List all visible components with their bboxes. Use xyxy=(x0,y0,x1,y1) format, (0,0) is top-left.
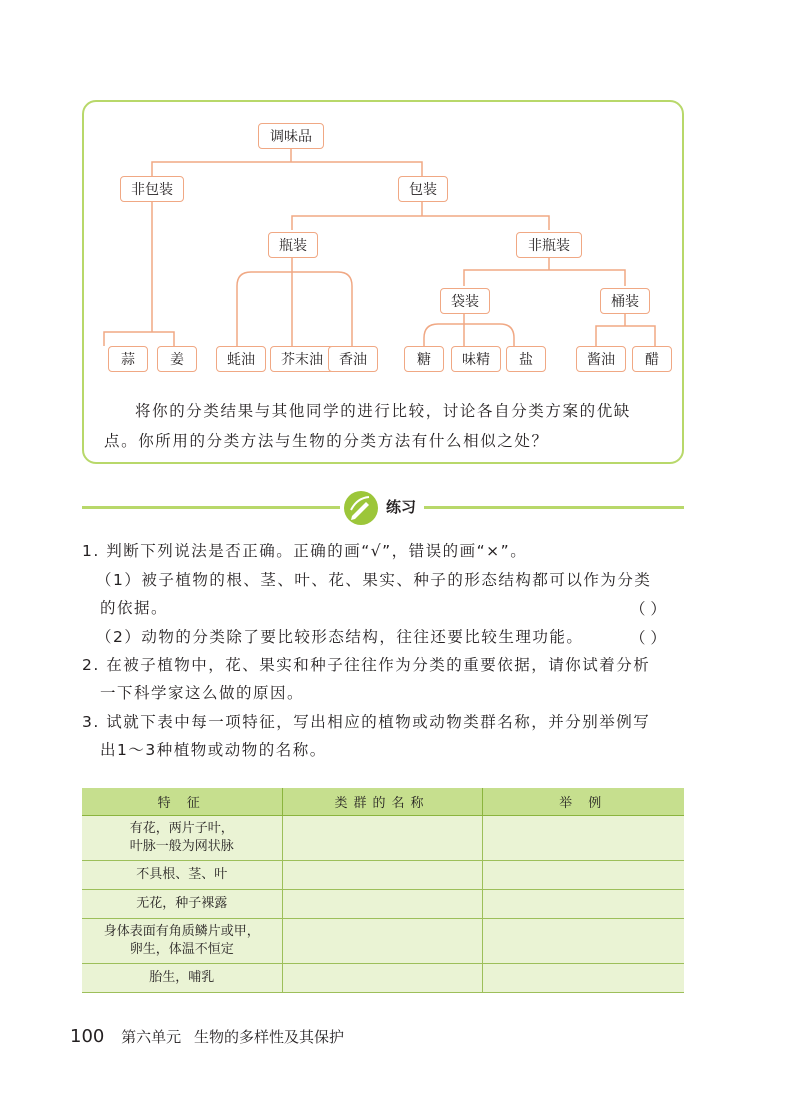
exercise-title: 练习 xyxy=(386,498,417,516)
tree-leaf-mustard-oil: 芥末油 xyxy=(270,346,334,372)
table-cell-example[interactable] xyxy=(482,890,684,919)
question-3-line-2: 出1～3种植物或动物的名称。 xyxy=(100,741,327,759)
characteristics-table xyxy=(82,788,684,993)
discussion-line-2: 点。你所用的分类方法与生物的分类方法有什么相似之处？ xyxy=(104,432,549,450)
tree-node-root: 调味品 xyxy=(258,123,324,149)
table-cell-group-name[interactable] xyxy=(282,861,482,890)
pencil-icon xyxy=(342,489,380,527)
table-cell-feature: 无花，种子裸露 xyxy=(82,890,282,919)
question-1: 1. 判断下列说法是否正确。正确的画“√”，错误的画“×”。 xyxy=(82,542,528,560)
table-cell-example[interactable] xyxy=(482,861,684,890)
tree-node-packaged: 包装 xyxy=(398,176,448,202)
table-cell-example[interactable] xyxy=(482,964,684,993)
page-number: 100 xyxy=(70,1026,105,1047)
answer-blank-1-1[interactable]: （ ） xyxy=(630,600,666,618)
question-1-1-line-1: （1）被子植物的根、茎、叶、花、果实、种子的形态结构都可以作为分类 xyxy=(96,571,652,589)
table-cell-group-name[interactable] xyxy=(282,890,482,919)
tree-leaf-ginger: 姜 xyxy=(157,346,197,372)
discussion-line-1: 将你的分类结果与其他同学的进行比较，讨论各自分类方案的优缺 xyxy=(135,402,631,420)
exercise-divider-right xyxy=(424,506,684,509)
tree-node-bottled: 瓶装 xyxy=(268,232,318,258)
tree-leaf-garlic: 蒜 xyxy=(108,346,148,372)
tree-leaf-oyster-sauce: 蚝油 xyxy=(216,346,266,372)
tree-leaf-vinegar: 醋 xyxy=(632,346,672,372)
table-cell-feature: 不具根、茎、叶 xyxy=(82,861,282,890)
chapter-title: 生物的多样性及其保护 xyxy=(193,1028,344,1046)
table-row xyxy=(82,890,684,919)
table-header-example: 举 例 xyxy=(482,788,684,816)
table-cell-feature: 胎生，哺乳 xyxy=(82,964,282,993)
tree-node-barreled: 桶装 xyxy=(600,288,650,314)
question-1-2: （2）动物的分类除了要比较形态结构，往往还要比较生理功能。 xyxy=(96,628,584,646)
tree-leaf-msg: 味精 xyxy=(451,346,501,372)
tree-node-bagged: 袋装 xyxy=(440,288,490,314)
tree-leaf-soy-sauce: 酱油 xyxy=(576,346,626,372)
question-3-line-1: 3. 试就下表中每一项特征，写出相应的植物或动物类群名称，并分别举例写 xyxy=(82,713,651,731)
table-row xyxy=(82,861,684,890)
table-cell-group-name[interactable] xyxy=(282,964,482,993)
table-row xyxy=(82,964,684,993)
tree-node-non-packaged: 非包装 xyxy=(120,176,184,202)
table-cell-group-name[interactable] xyxy=(282,816,482,861)
tree-leaf-sesame-oil: 香油 xyxy=(328,346,378,372)
table-cell-feature: 有花，两片子叶， 叶脉一般为网状脉 xyxy=(82,816,282,861)
table-cell-feature: 身体表面有角质鳞片或甲， 卵生，体温不恒定 xyxy=(82,919,282,964)
table-body xyxy=(82,816,684,993)
table-row xyxy=(82,816,684,861)
tree-leaf-sugar: 糖 xyxy=(404,346,444,372)
table-row xyxy=(82,919,684,964)
table-cell-example[interactable] xyxy=(482,816,684,861)
table-cell-example[interactable] xyxy=(482,919,684,964)
table-header-group-name: 类群的名称 xyxy=(282,788,482,816)
tree-node-non-bottled: 非瓶装 xyxy=(516,232,582,258)
answer-blank-1-2[interactable]: （ ） xyxy=(630,629,666,647)
table-header-feature: 特 征 xyxy=(82,788,282,816)
tree-leaf-salt: 盐 xyxy=(506,346,546,372)
question-1-1-line-2: 的依据。 xyxy=(100,599,169,617)
page-footer xyxy=(70,1026,344,1047)
unit-label: 第六单元 xyxy=(121,1028,182,1046)
question-2-line-1: 2. 在被子植物中，花、果实和种子往往作为分类的重要依据，请你试着分析 xyxy=(82,656,651,674)
table-header-row xyxy=(82,788,684,816)
question-2-line-2: 一下科学家这么做的原因。 xyxy=(100,684,305,702)
table-cell-group-name[interactable] xyxy=(282,919,482,964)
exercise-divider-left xyxy=(82,506,340,509)
